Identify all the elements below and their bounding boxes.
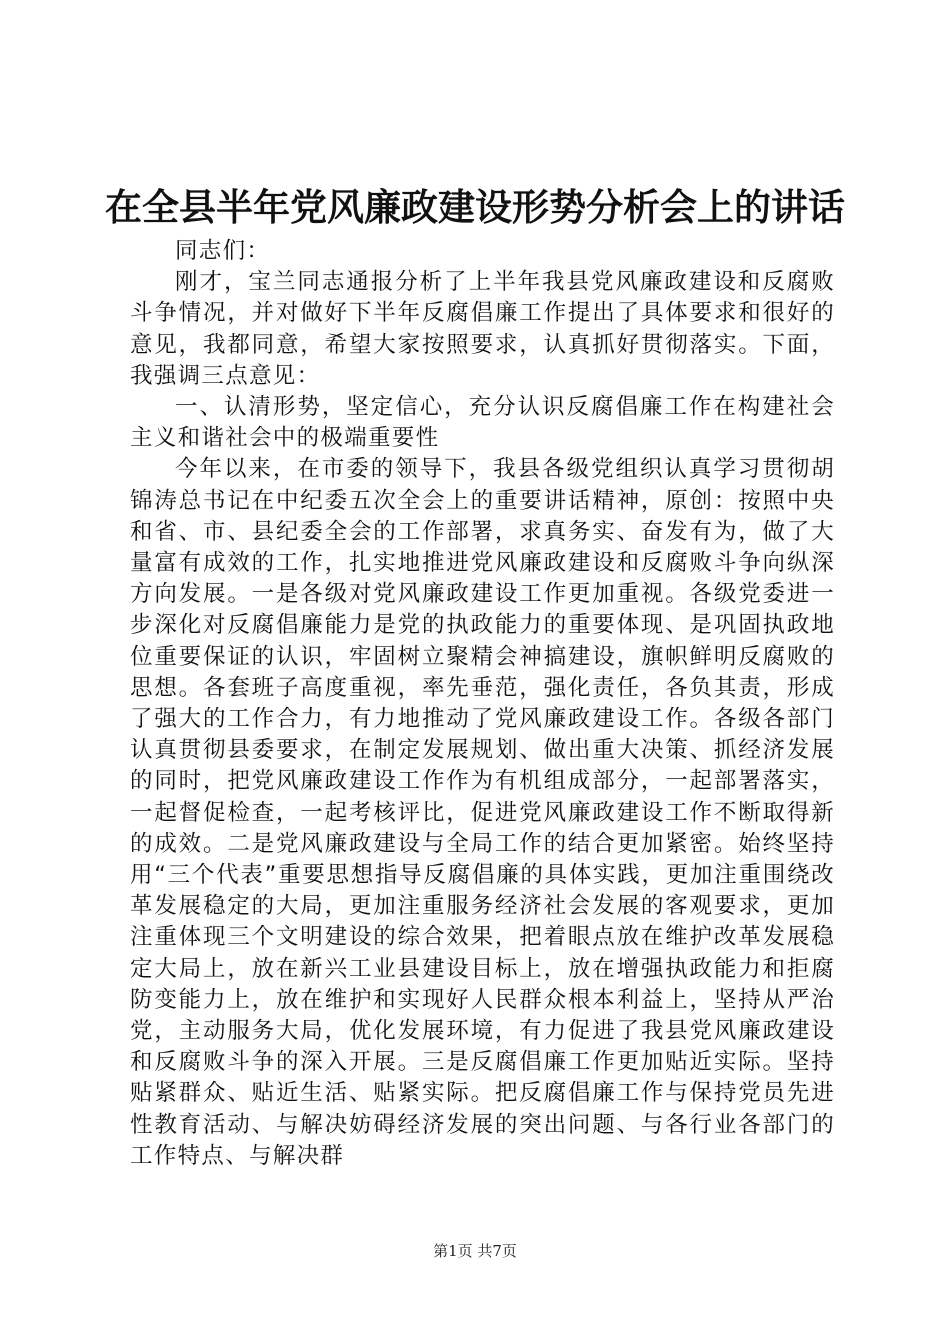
intro-paragraph: 刚才，宝兰同志通报分析了上半年我县党风廉政建设和反腐败斗争情况，并对做好下半年反腐倡廉工作提出了具体要求和很好的意见，我都同意，希望大家按照要求，认真抓好贯彻落实。下面，我强调三点意见： bbox=[130, 269, 835, 389]
body-paragraph: 今年以来，在市委的领导下，我县各级党组织认真学习贯彻胡锦涛总书记在中纪委五次全会上的重要讲话精神，原创：按照中央和省、市、县纪委全会的工作部署，求真务实、奋发有为，做了大量富有成效的工作，扎实地推进党风廉政建设和反腐败斗争向纵深方向发展。一是各级对党风廉政建设工作更加重视。各级党委进一步深化对反腐倡廉能力是党的执政能力的重要体现、是巩固执政地位重要保证的认识，牢固树立聚精会神搞建设，旗帜鲜明反腐败的思想。各套班子高度重视，率先垂范，强化责任，各负其责，形成了强大的工作合力，有力地推动了党风廉政建设工作。各级各部门认真贯彻县委要求，在制定发展规划、做出重大决策、抓经济发展的同时，把党风廉政建设工作作为有机组成部分，一起部署落实，一起督促检查，一起考核评比，促进党风廉政建设工作不断取得新的成效。二是党风廉政建设与全局工作的结合更加紧密。始终坚持用“三个代表”重要思想指导反腐倡廉的具体实践，更加注重围绕改革发展稳定的大局，更加注重服务经济社会发展的客观要求，更加注重体现三个文明建设的综合效果，把着眼点放在维护改革发展稳定大局上，放在新兴工业县建设目标上，放在增强执政能力和拒腐防变能力上，放在维护和实现好人民群众根本利益上，坚持从严治党，主动服务大局，优化发展环境，有力促进了我县党风廉政建设和反腐败斗争的深入开展。三是反腐倡廉工作更加贴近实际。坚持贴紧群众、贴近生活、贴紧实际。把反腐倡廉工作与保持党员先进性教育活动、与解决妨碍经济发展的突出问题、与各行业各部门的工作特点、与解决群 bbox=[130, 456, 835, 1169]
page-footer: 第1页 共7页 bbox=[433, 1242, 517, 1260]
section-heading-paragraph: 一、认清形势，坚定信心，充分认识反腐倡廉工作在构建社会主义和谐社会中的极端重要性 bbox=[130, 394, 835, 452]
document-body bbox=[130, 236, 835, 1172]
salutation-paragraph: 同志们： bbox=[175, 238, 271, 264]
document-title: 在全县半年党风廉政建设形势分析会上的讲话 bbox=[105, 185, 845, 229]
